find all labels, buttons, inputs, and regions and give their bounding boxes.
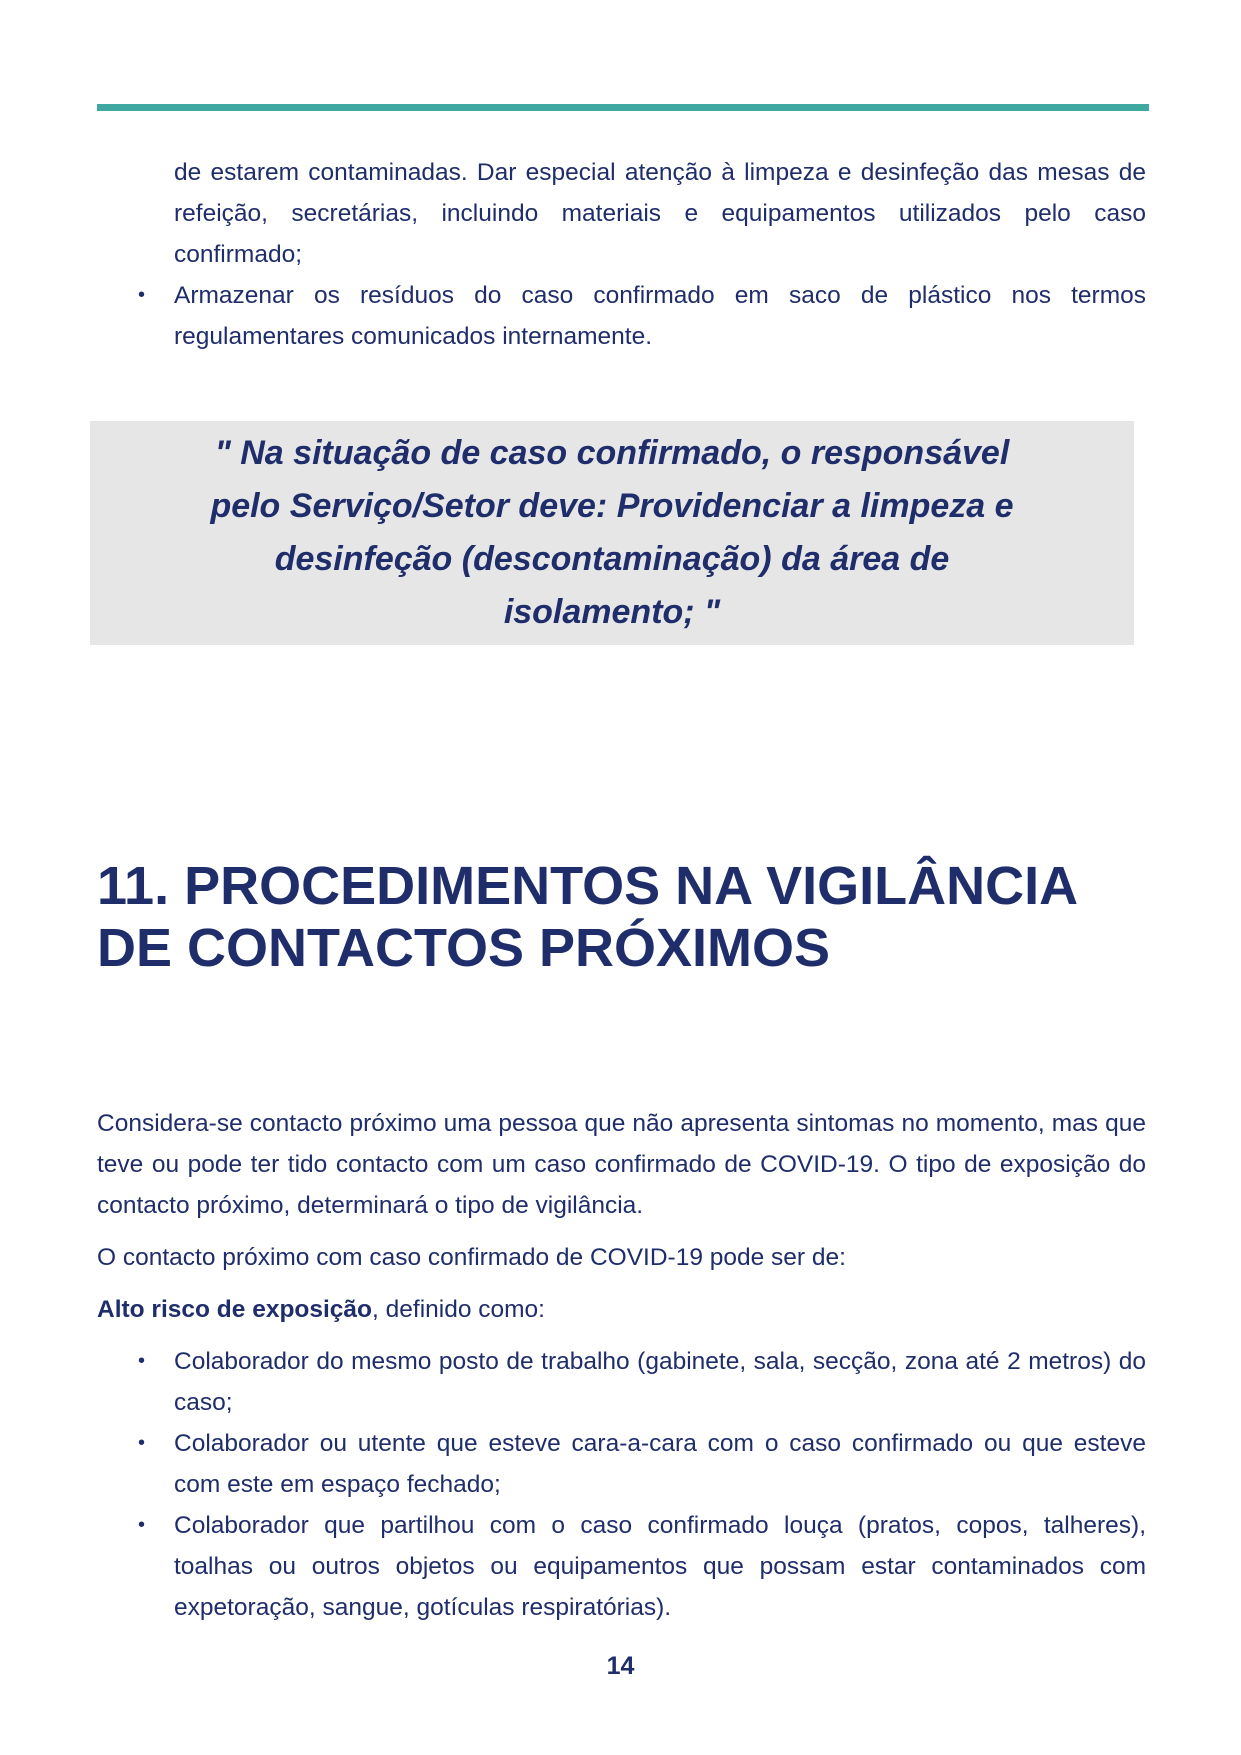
highlight-quote-box bbox=[90, 421, 1134, 645]
high-risk-bullet-list bbox=[97, 1341, 1146, 1628]
risk-label: Alto risco de exposição bbox=[97, 1296, 373, 1323]
list-item bbox=[138, 1423, 1146, 1505]
continued-list-block bbox=[138, 152, 1146, 357]
header-accent-rule bbox=[97, 104, 1149, 111]
bullet-icon: • bbox=[138, 284, 146, 306]
list-item-text: Colaborador ou utente que esteve cara-a-cara com o caso confirmado ou que esteve com este em espaço fechado; bbox=[174, 1430, 1146, 1498]
list-item bbox=[138, 1341, 1146, 1423]
bullet-icon: • bbox=[138, 1432, 146, 1454]
bullet-icon: • bbox=[138, 1350, 146, 1372]
bullet-icon: • bbox=[138, 1514, 146, 1536]
lead-paragraph: O contacto próximo com caso confirmado de COVID-19 pode ser de: bbox=[97, 1244, 846, 1271]
list-item bbox=[138, 1505, 1146, 1628]
continued-bullet-list bbox=[138, 275, 1146, 357]
continued-paragraph: de estarem contaminadas. Dar especial atenção à limpeza e desinfeção das mesas de refeição, secretárias, incluindo materiais e equipamentos utilizados pelo caso confirmado; bbox=[174, 159, 1146, 268]
list-item bbox=[138, 275, 1146, 357]
risk-definition-paragraph bbox=[97, 1289, 1146, 1330]
list-item-text: Armazenar os resíduos do caso confirmado em saco de plástico nos termos regulamentares comunicados internamente. bbox=[174, 282, 1146, 350]
list-item-text: Colaborador do mesmo posto de trabalho (gabinete, sala, secção, zona até 2 metros) do caso; bbox=[174, 1348, 1146, 1416]
section-heading-line-1: 11. PROCEDIMENTOS NA VIGILÂNCIA bbox=[97, 856, 1079, 916]
page-number: 14 bbox=[606, 1652, 635, 1680]
section-body bbox=[97, 1103, 1146, 1628]
risk-suffix: , definido como: bbox=[372, 1296, 545, 1323]
intro-paragraph: Considera-se contacto próximo uma pessoa que não apresenta sintomas no momento, mas que teve ou pode ter tido contacto com um caso confirmado de COVID-19. O tipo de exposição do contacto próximo, determinará o tipo de vigilância. bbox=[97, 1110, 1146, 1219]
quote-text: " Na situação de caso confirmado, o responsável pelo Serviço/Setor deve: Providenciar a limpeza e desinfeção (descontaminação) da área de isolamento; " bbox=[210, 434, 1014, 631]
section-heading bbox=[97, 855, 1157, 979]
section-heading-line-2: DE CONTACTOS PRÓXIMOS bbox=[97, 918, 831, 978]
list-item-text: Colaborador que partilhou com o caso confirmado louça (pratos, copos, talheres), toalhas ou outros objetos ou equipamentos que possam estar contaminados com expetoração, sangue, gotículas respiratórias). bbox=[174, 1512, 1146, 1621]
